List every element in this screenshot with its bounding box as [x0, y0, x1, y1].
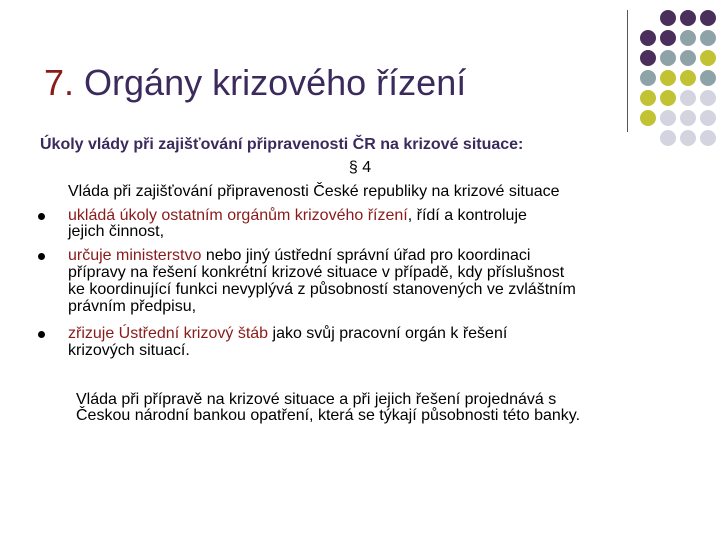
- bullet-marker: [38, 331, 45, 338]
- intro-line: Vláda při zajišťování připravenosti České republiky na krizové situace: [68, 183, 560, 200]
- closing-line-2: Českou národní bankou opatření, která se týkají působnosti této banky.: [76, 407, 581, 424]
- decorative-dot: [640, 30, 656, 46]
- decorative-dot: [680, 30, 696, 46]
- decorative-dot: [700, 10, 716, 26]
- decorative-dot: [700, 30, 716, 46]
- bullet-1-cont: jejich činnost,: [68, 223, 165, 240]
- decorative-dot: [680, 10, 696, 26]
- decorative-dot: [660, 10, 676, 26]
- bullet-2-rest: nebo jiný ústřední správní úřad pro koordinaci: [201, 247, 531, 264]
- bullet-marker: [38, 253, 45, 260]
- decorative-dot: [660, 70, 676, 86]
- closing-paragraph: [76, 392, 580, 424]
- bullet-2-cont-1: přípravy na řešení konkrétní krizové situace v případě, kdy příslušnost: [68, 264, 565, 281]
- decorative-dot: [680, 50, 696, 66]
- decorative-dot: [660, 30, 676, 46]
- decorative-dot: [680, 90, 696, 106]
- bullet-1-line: [68, 208, 527, 224]
- bullet-2-line: [68, 248, 530, 264]
- bullet-1-highlight: ukládá úkoly ostatním orgánům krizového řízení: [68, 207, 408, 224]
- bullet-3-rest: jako svůj pracovní orgán k řešení: [268, 325, 508, 342]
- decorative-dot: [640, 90, 656, 106]
- bullet-3-line: [68, 326, 507, 342]
- bullet-2-cont-2: ke koordinující funkci nevyplývá z působností stanovených ve zvláštním: [68, 281, 576, 298]
- title-number: 7.: [44, 62, 75, 103]
- decorative-dot: [660, 130, 676, 146]
- decorative-dot: [700, 110, 716, 126]
- slide-title: [44, 62, 466, 104]
- decorative-dot: [660, 110, 676, 126]
- decorative-dot: [680, 70, 696, 86]
- section-mark: § 4: [348, 159, 372, 176]
- bullet-3-highlight: zřizuje Ústřední krizový štáb: [68, 325, 269, 342]
- bullet-2-highlight: určuje ministerstvo: [68, 247, 202, 264]
- decorative-dot: [700, 50, 716, 66]
- divider-line: [627, 10, 628, 132]
- decorative-dot: [680, 110, 696, 126]
- subheading: Úkoly vlády při zajišťování připravenosti ČR na krizové situace:: [40, 136, 524, 153]
- bullet-2-cont-3: právním předpisu,: [68, 298, 197, 315]
- decorative-dot: [700, 90, 716, 106]
- decorative-dot: [660, 50, 676, 66]
- decorative-dot: [660, 90, 676, 106]
- decorative-dot: [680, 130, 696, 146]
- bullet-3-cont: krizových situací.: [68, 342, 190, 359]
- decorative-dot: [700, 130, 716, 146]
- decorative-dot: [700, 70, 716, 86]
- decorative-dot: [640, 70, 656, 86]
- decorative-dot: [640, 110, 656, 126]
- title-text: Orgány krizového řízení: [84, 62, 467, 103]
- decorative-dot: [640, 50, 656, 66]
- closing-line-1: Vláda při přípravě na krizové situace a při jejich řešení projednává s: [76, 391, 557, 408]
- bullet-marker: [38, 213, 45, 220]
- bullet-1-rest: , řídí a kontroluje: [407, 207, 527, 224]
